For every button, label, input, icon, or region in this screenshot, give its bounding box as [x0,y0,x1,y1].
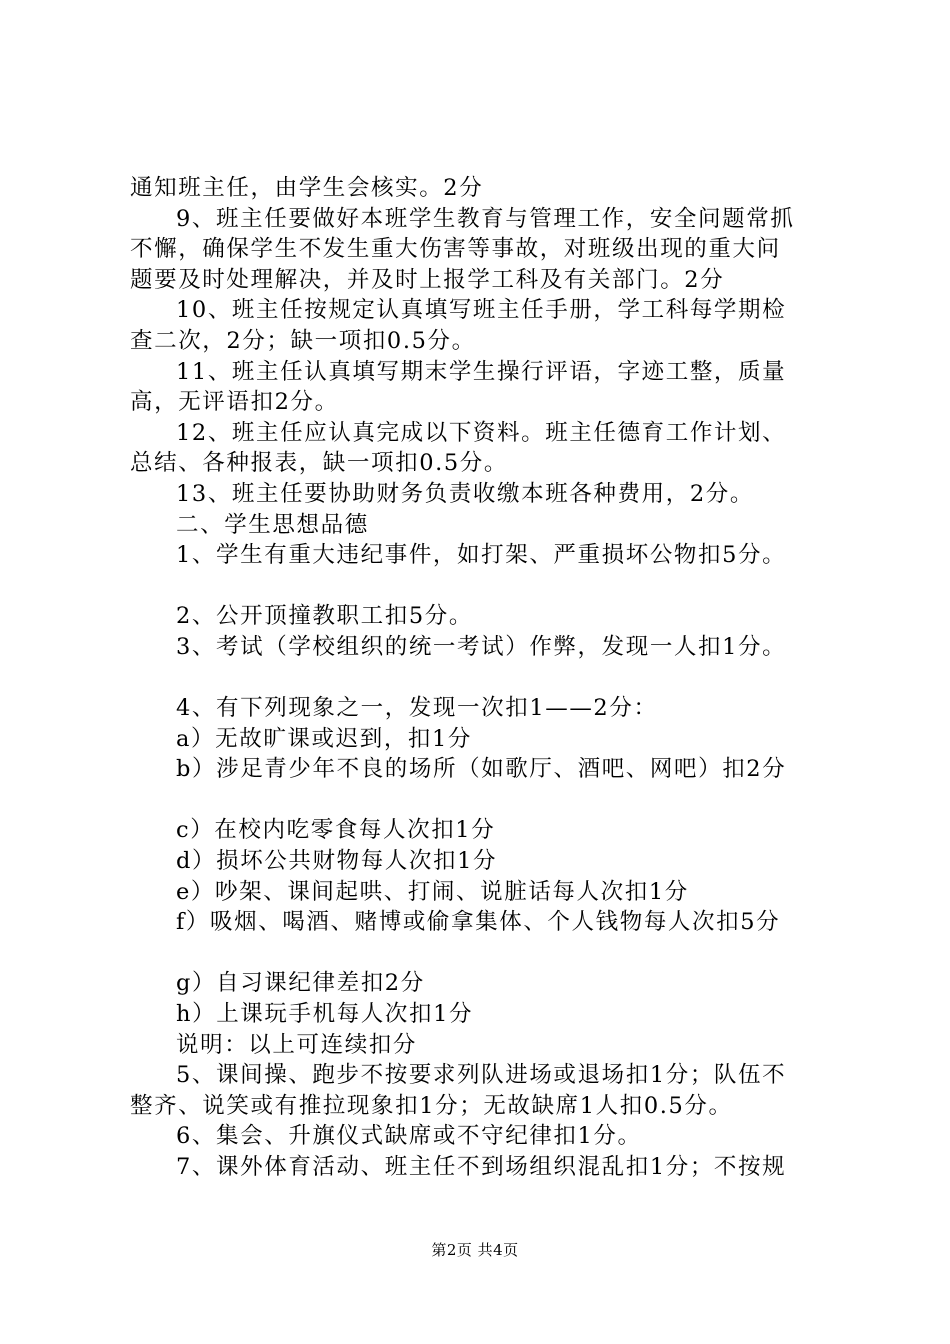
text-line: 不懈，确保学生不发生重大伤害等事故，对班级出现的重大问 [130,236,781,263]
text-line: 6、集会、升旗仪式缺席或不守纪律扣1分。 [176,1123,642,1150]
section-heading: 二、学生思想品德 [176,511,369,538]
list-item: h）上课玩手机每人次扣1分 [176,1001,474,1028]
text-line: 总结、各种报表，缺一项扣0.5分。 [130,450,508,477]
list-item: b）涉足青少年不良的场所（如歌厅、酒吧、网吧）扣2分 [176,756,787,783]
list-item: g）自习课纪律差扣2分 [176,970,425,997]
text-line: 2、公开顶撞教职工扣5分。 [176,603,473,630]
text-line: 13、班主任要协助财务负责收缴本班各种费用，2分。 [176,480,754,507]
text-line: 9、班主任要做好本班学生教育与管理工作，安全问题常抓 [176,205,795,232]
list-item: f）吸烟、喝酒、赌博或偷拿集体、个人钱物每人次扣5分 [176,909,781,936]
list-item: a）无故旷课或迟到，扣1分 [176,725,473,752]
list-item: d）损坏公共财物每人次扣1分 [176,848,498,875]
text-line: 通知班主任，由学生会核实。2分 [130,175,484,201]
text-line: 1、学生有重大违纪事件，如打架、严重损坏公物扣5分。 [176,542,787,569]
blank-line [130,663,835,694]
text-line: 题要及时处理解决，并及时上报学工科及有关部门。2分 [130,266,725,293]
blank-line [130,938,835,969]
text-line: 12、班主任应认真完成以下资料。班主任德育工作计划、 [176,419,787,446]
list-item: e）吵架、课间起哄、打闹、说脏话每人次扣1分 [176,878,689,905]
text-line: 高，无评语扣2分。 [130,389,339,416]
note-line: 说明：以上可连续扣分 [176,1031,418,1058]
text-line: 10、班主任按规定认真填写班主任手册，学工科每学期检 [176,297,787,324]
text-line: 4、有下列现象之一，发现一次扣1——2分： [176,695,658,722]
text-line: 11、班主任认真填写期末学生操行评语，字迹工整，质量 [176,358,787,385]
text-line: 5、课间操、跑步不按要求列队进场或退场扣1分；队伍不 [176,1062,787,1089]
text-line: 3、考试（学校组织的统一考试）作弊，发现一人扣1分。 [176,633,787,660]
text-line: 7、课外体育活动、班主任不到场组织混乱扣1分；不按规 [176,1154,787,1180]
document-body [130,173,835,1183]
page-number-footer: 第2页 共4页 [431,1241,519,1259]
list-item: c）在校内吃零食每人次扣1分 [176,817,496,844]
text-line: 查二次，2分；缺一项扣0.5分。 [130,327,476,354]
text-line: 整齐、说笑或有推拉现象扣1分；无故缺席1人扣0.5分。 [130,1092,733,1119]
blank-line [130,571,835,602]
blank-line [130,785,835,816]
